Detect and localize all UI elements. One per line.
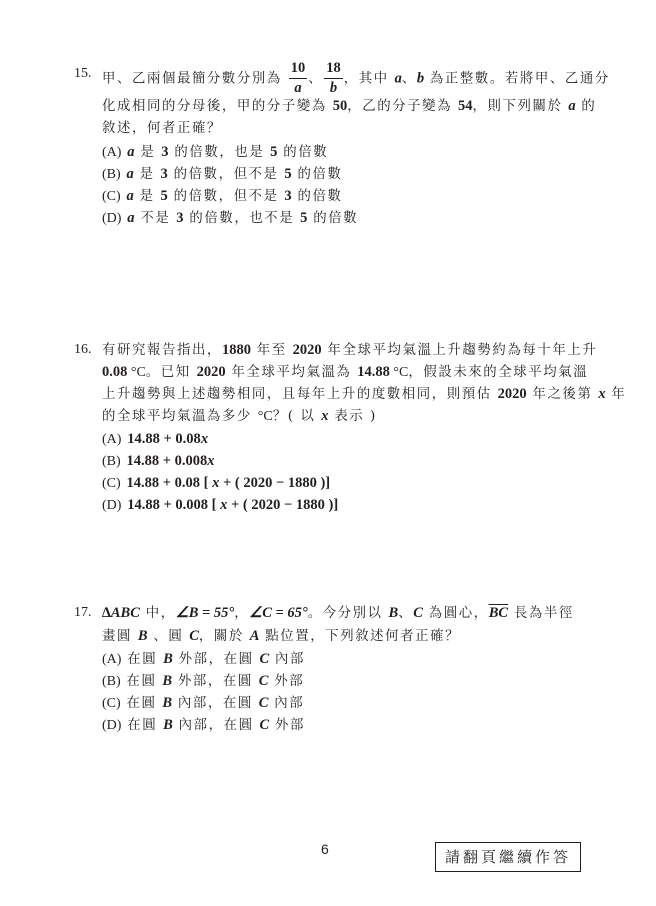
question-number: 15. [74, 66, 92, 81]
page-number: 6 [321, 841, 329, 857]
option-b[interactable]: (B) a 是 3 的倍數，但不是 5 的倍數 [102, 166, 343, 182]
segment-bc: $\overline{BC}$ [488, 605, 509, 621]
question-stem-line: 上升趨勢與上述趨勢相同，且每年上升的度數相同，則預估 2020 年之後第 x 年 [102, 386, 627, 402]
stem-text: 甲、乙兩個最簡分數分別為 [102, 71, 288, 87]
question-stem-line: 的全球平均氣溫為多少 °C？( 以 x 表示 ) [102, 408, 378, 424]
option-d[interactable]: (D) 14.88 + 0.008 [ x + ( 2020 − 1880 )] [102, 497, 339, 513]
option-a[interactable]: (A) 在圓 B 外部，在圓 C 內部 [102, 651, 305, 667]
question-stem-line: 敘述，何者正確？ [102, 121, 222, 136]
option-b[interactable]: (B) 14.88 + 0.008x [102, 453, 215, 469]
option-d[interactable]: (D) 在圓 B 內部，在圓 C 外部 [102, 717, 305, 733]
question-stem-line: 甲、乙兩個最簡分數分別為 $\frac{10}{a}$ 、 $\frac{18}{b}$ ，其中 a、b 為正整數。若將甲、乙通分 [102, 60, 610, 96]
option-c[interactable]: (C) 在圓 B 內部，在圓 C 內部 [102, 695, 305, 711]
fraction-18-over-b: $\frac{18}{b}$ [326, 60, 341, 96]
question-stem-line: 有研究報告指出，1880 年至 2020 年全球平均氣溫上升趨勢約為每十年上升 [102, 342, 598, 358]
question-stem-line: ∆ABC 中，∠B = 55°，∠C = 65°。今分別以 B、C 為圓心，$\overline{BC}$ 長為半徑 [102, 605, 574, 621]
question-stem-line: 0.08 °C。已知 2020 年全球平均氣溫為 14.88 °C，假設未來的全球平均氣溫 [102, 364, 589, 380]
option-a[interactable]: (A) a 是 3 的倍數，也是 5 的倍數 [102, 144, 329, 160]
option-a[interactable]: (A) 14.88 + 0.08x [102, 431, 209, 447]
continue-note-box: 請翻頁繼續作答 [435, 842, 581, 872]
option-c[interactable]: (C) a 是 5 的倍數，但不是 3 的倍數 [102, 188, 343, 204]
option-c[interactable]: (C) 14.88 + 0.08 [ x + ( 2020 − 1880 )] [102, 475, 331, 491]
question-stem-line: 畫圓 B 、圓 C，關於 A 點位置，下列敘述何者正確？ [102, 628, 461, 644]
question-number: 16. [74, 342, 92, 357]
question-number: 17. [74, 605, 92, 620]
option-b[interactable]: (B) 在圓 B 外部，在圓 C 外部 [102, 673, 305, 689]
question-stem-line: 化成相同的分母後，甲的分子變為 50，乙的分子變為 54，則下列關於 a 的 [102, 98, 597, 114]
fraction-10-over-a: $\frac{10}{a}$ [290, 60, 306, 96]
option-d[interactable]: (D) a 不是 3 的倍數，也不是 5 的倍數 [102, 210, 359, 226]
